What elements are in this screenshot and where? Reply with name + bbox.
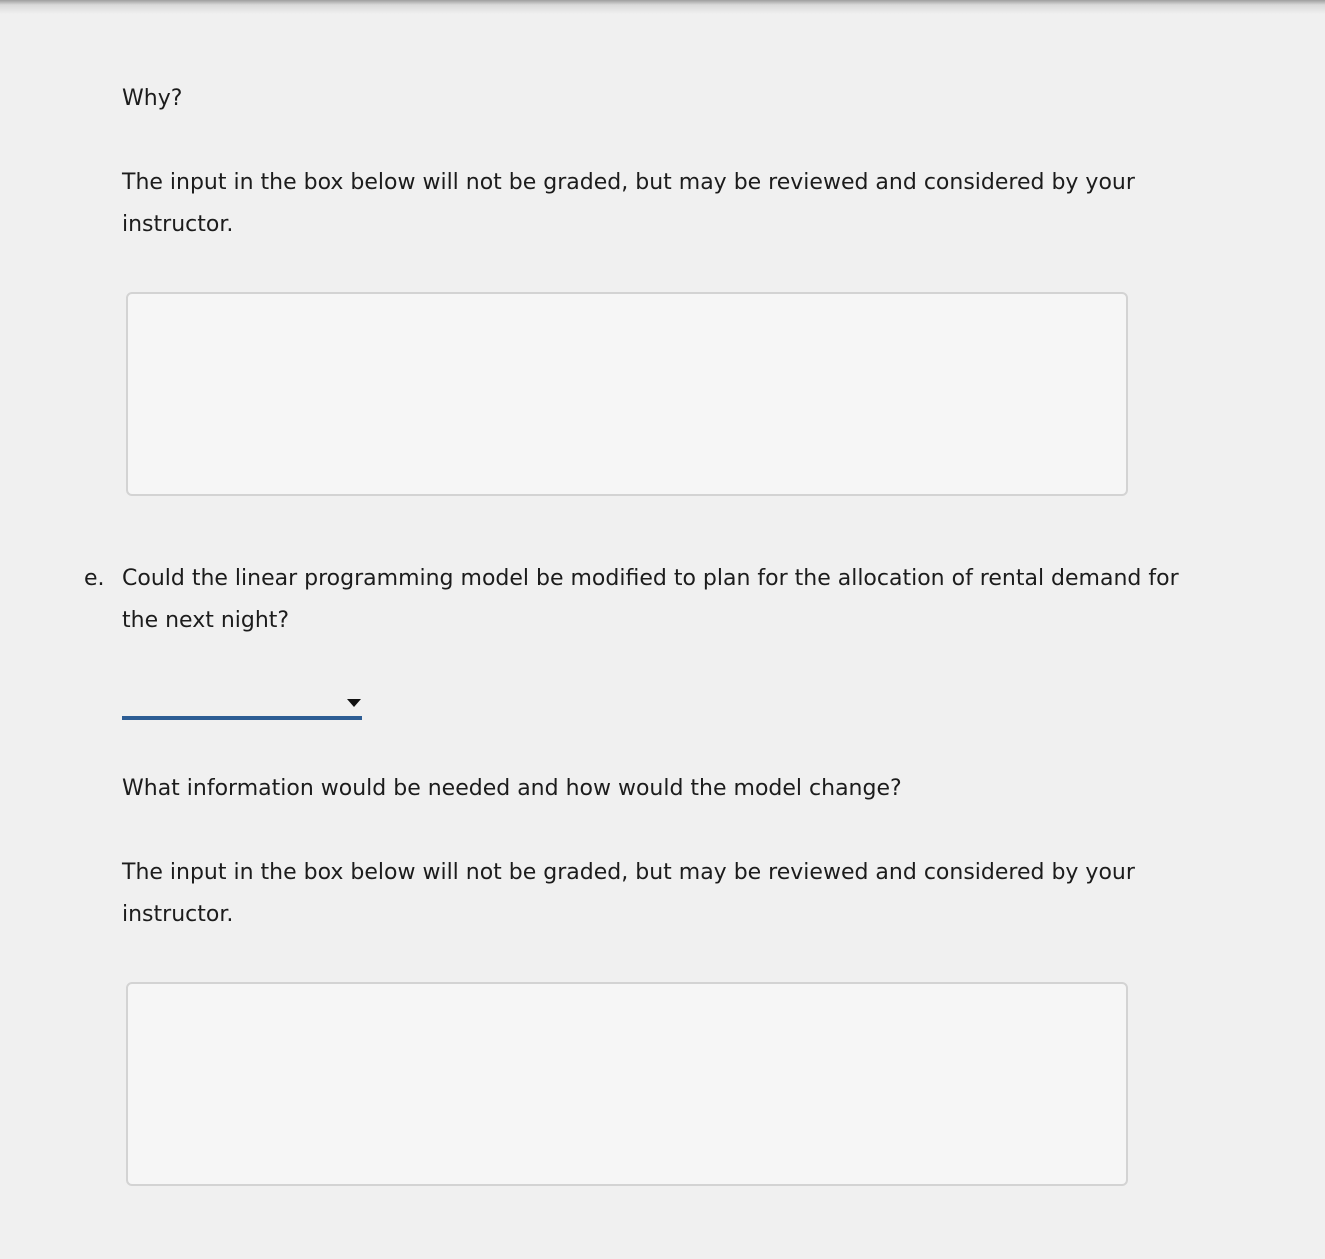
why-answer-textbox[interactable] — [126, 292, 1128, 496]
followup-question: What information would be needed and how would the model change? — [122, 776, 902, 801]
question-marker-e: e. — [84, 566, 105, 591]
ungraded-note-line-2: instructor. — [122, 902, 234, 927]
why-label: Why? — [122, 86, 183, 111]
top-shadow — [0, 0, 1325, 14]
ungraded-note-line-1: The input in the box below will not be graded, but may be reviewed and considered by your — [122, 860, 1135, 885]
question-e-line-1: Could the linear programming model be modified to plan for the allocation of rental demand for — [122, 566, 1179, 591]
question-e-line-2: the next night? — [122, 608, 290, 633]
answer-dropdown[interactable] — [122, 688, 362, 720]
ungraded-note-line-1: The input in the box below will not be graded, but may be reviewed and considered by your — [122, 170, 1135, 195]
caret-down-icon — [347, 699, 361, 707]
model-change-answer-textbox[interactable] — [126, 982, 1128, 1186]
ungraded-note-line-2: instructor. — [122, 212, 234, 237]
